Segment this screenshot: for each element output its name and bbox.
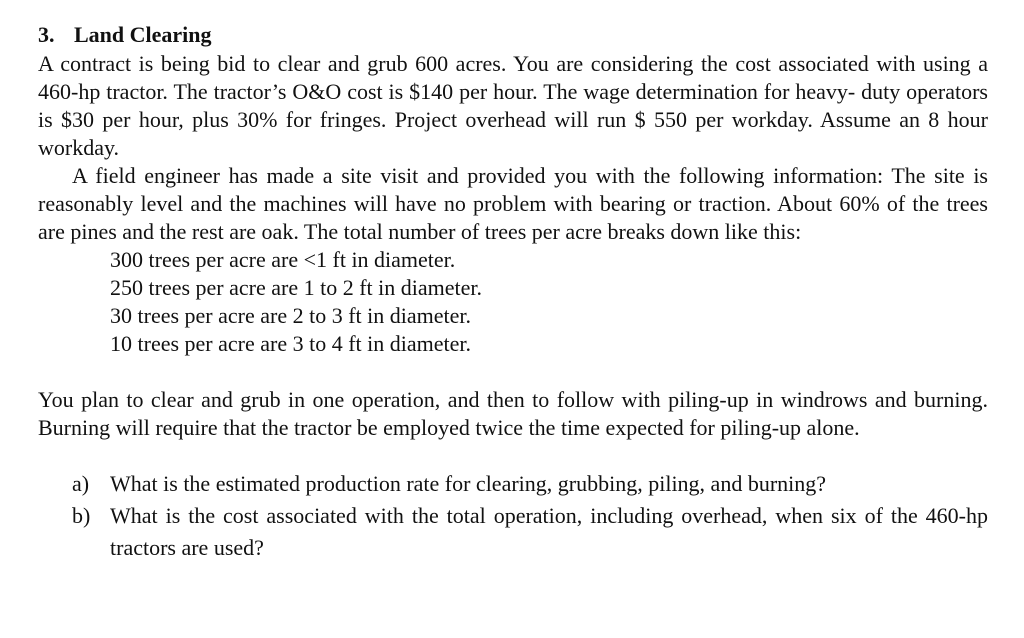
question-list bbox=[72, 468, 988, 564]
question-item bbox=[72, 468, 988, 500]
blank-line bbox=[38, 442, 988, 468]
question-label: b) bbox=[72, 503, 91, 528]
tree-count-item: 300 trees per acre are <1 ft in diameter. bbox=[110, 247, 456, 272]
intro-paragraph: A contract is being bid to clear and grub 600 acres. You are considering the cost associated with using a 460-hp tractor. The tractor’s O&O cost is $140 per hour. The wage determination for heavy- duty operators is $30 per hour, plus 30% for fringes. Project overhead will run $ 550 per workday. Assume an 8 hour workday. bbox=[38, 51, 988, 160]
question-text: What is the cost associated with the total operation, including overhead, when six of the 460-hp tractors are used? bbox=[110, 503, 988, 560]
tree-count-item: 250 trees per acre are 1 to 2 ft in diameter. bbox=[110, 275, 483, 300]
tree-count-item: 10 trees per acre are 3 to 4 ft in diameter. bbox=[110, 331, 472, 356]
blank-line bbox=[38, 358, 988, 386]
question-item bbox=[72, 500, 988, 564]
question-text: What is the estimated production rate for clearing, grubbing, piling, and burning? bbox=[110, 471, 827, 496]
problem-title: Land Clearing bbox=[74, 22, 212, 47]
problem-heading bbox=[38, 20, 988, 50]
tree-count-list bbox=[110, 246, 988, 358]
problem-document bbox=[38, 20, 988, 564]
problem-number: 3. bbox=[38, 22, 55, 47]
plan-paragraph: You plan to clear and grub in one operation, and then to follow with piling-up in windrows and burning. Burning will require that the tractor be employed twice the time expected for piling-up alone. bbox=[38, 387, 988, 440]
site-info-paragraph: A field engineer has made a site visit and provided you with the following information: The site is reasonably level and the machines will have no problem with bearing or traction. About 60% of the trees are pines and the rest are oak. The total number of trees per acre breaks down like this: bbox=[38, 163, 988, 244]
question-label: a) bbox=[72, 471, 90, 496]
tree-count-item: 30 trees per acre are 2 to 3 ft in diameter. bbox=[110, 303, 472, 328]
